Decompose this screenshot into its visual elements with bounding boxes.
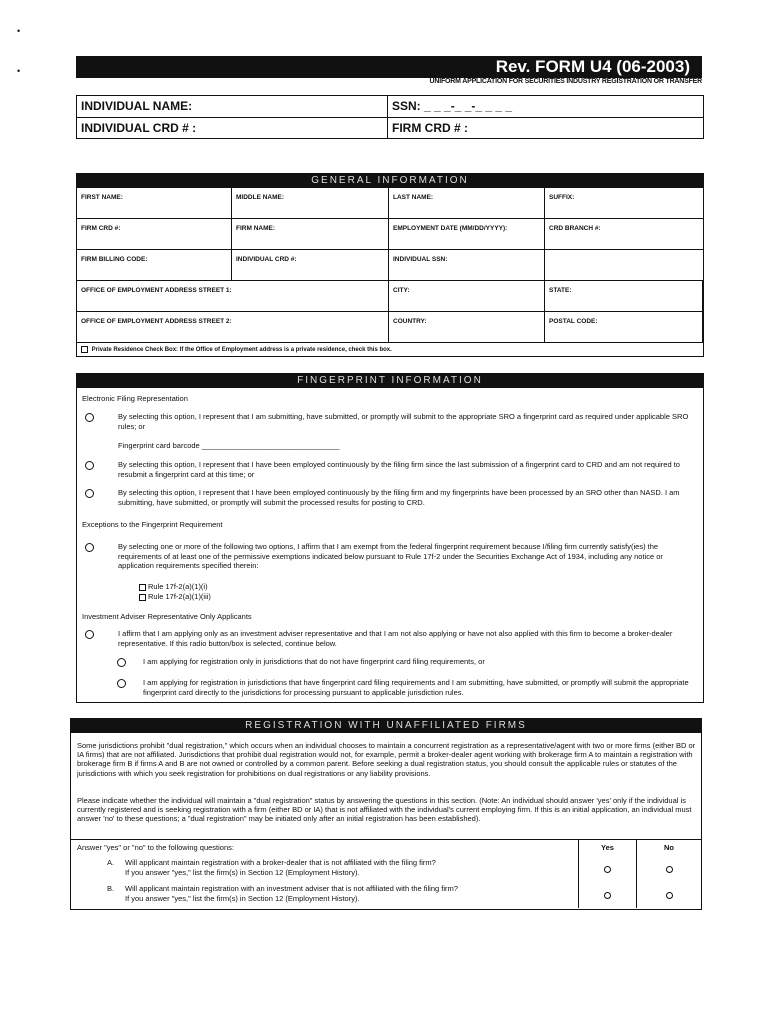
question-note: If you answer "yes," list the firm(s) in Section 12 (Employment History). <box>125 893 360 903</box>
individual-crd-field[interactable]: INDIVIDUAL CRD # : <box>81 121 197 135</box>
general-info-field[interactable]: FIRM BILLING CODE: <box>77 250 232 281</box>
fingerprint-option-1[interactable] <box>85 412 697 431</box>
general-info-field[interactable]: COUNTRY: <box>389 312 545 343</box>
dual-questions-table <box>71 839 701 908</box>
answer-prompt: Answer "yes" or "no" to the following questions: <box>71 840 579 856</box>
section-header: GENERAL INFORMATION <box>77 174 703 188</box>
radio-button[interactable] <box>85 413 94 422</box>
option-text: By selecting one or more of the following two options, I affirm that I am exempt from the federal fingerprint requirement because I/filing firm currently satisfy(ies) the requirements of at least one of the permissive exemptions indicated below pursuant to Rule 17f-2 under the Securities Exchange Act of 1934, including any notice or application requirements specified therein: <box>118 542 663 570</box>
question-a-yes[interactable] <box>579 856 637 882</box>
yes-column-header: Yes <box>579 840 637 856</box>
question-letter: A. <box>107 858 115 867</box>
question-b <box>71 882 579 908</box>
radio-button[interactable] <box>604 866 611 873</box>
dual-registration-section <box>70 718 702 910</box>
radio-button[interactable] <box>117 658 126 667</box>
dual-paragraph-1: Some jurisdictions prohibit "dual registration," which occurs when an individual chooses to maintain a concurrent registration as a representative/agent with two or more firms (either BD or IA firms) that are not affiliated. Jurisdictions that prohibit dual registration would not, for example, permit a broker-dealer agent working with brokerage firm A to maintain a registration with brokerage firm B if firms A and B are not owned or controlled by a common parent. Before seeking a dual registration status, you should consult the applicable rules or statutes of the jurisdictions with which you seek registration for prohibitions on dual registrations or any liability provisions. <box>77 741 696 778</box>
rule-option-1[interactable] <box>139 582 208 592</box>
no-column-header: No <box>664 843 674 852</box>
barcode-field[interactable]: Fingerprint card barcode _________________________________ <box>118 441 340 450</box>
option-text: By selecting this option, I represent that I have been employed continuously by the filing firm since the last submission of a fingerprint card to CRD and am not required to resubmit a fingerprint card at this time; or <box>118 460 680 479</box>
fingerprint-option-3[interactable] <box>85 488 697 507</box>
option-text: By selecting this option, I represent that I have been employed continuously by the filing firm and my fingerprints have been processed by an SRO other than NASD. I am submitting, have submitted, or promptly will submit the processed results for posting to CRD. <box>118 488 680 507</box>
general-info-field[interactable]: OFFICE OF EMPLOYMENT ADDRESS STREET 1: <box>77 281 389 312</box>
form-title-bar <box>76 56 702 78</box>
general-information-grid <box>77 188 703 343</box>
question-text-block <box>125 858 436 882</box>
general-info-field[interactable]: MIDDLE NAME: <box>232 188 389 219</box>
radio-button[interactable] <box>85 461 94 470</box>
firm-crd-field[interactable]: FIRM CRD # : <box>387 118 703 139</box>
section-header: FINGERPRINT INFORMATION <box>77 374 703 388</box>
margin-mark: • <box>17 26 21 36</box>
efr-heading: Electronic Filing Representation <box>82 394 188 403</box>
fingerprint-option-4[interactable] <box>85 542 697 571</box>
radio-button[interactable] <box>666 866 673 873</box>
fingerprint-option-5[interactable] <box>85 629 697 648</box>
general-info-field[interactable]: FIRM NAME: <box>232 219 389 250</box>
rule-checkbox[interactable] <box>139 584 146 591</box>
general-info-field[interactable]: CRD BRANCH #: <box>545 219 703 250</box>
private-residence-row <box>77 343 703 356</box>
form-title: Rev. FORM U4 (06-2003) <box>495 57 690 76</box>
individual-name-field[interactable]: INDIVIDUAL NAME: <box>81 99 193 113</box>
rule-label: Rule 17f-2(a)(1)(iii) <box>148 592 211 601</box>
identity-box <box>76 95 704 139</box>
rule-label: Rule 17f-2(a)(1)(i) <box>148 582 208 591</box>
radio-button[interactable] <box>85 543 94 552</box>
general-info-field[interactable]: POSTAL CODE: <box>545 312 703 343</box>
rule-option-2[interactable] <box>139 592 211 602</box>
fingerprint-option-2[interactable] <box>85 460 697 479</box>
dual-paragraph-2: Please indicate whether the individual will maintain a "dual registration" status by answering the questions in this section. (Note: An individual should answer 'yes' only if the individual is currently registered and is seeking registration with a firm (either BD or IA) that is not affiliated with the individual's current employing firm. If this is an initial application, an individual must answer 'no' to these questions; a "dual registration" may be initiated only after an initial registration has been established). <box>77 796 692 824</box>
question-b-no[interactable] <box>637 882 701 908</box>
fingerprint-information-section <box>76 373 704 703</box>
option-text: I affirm that I am applying only as an investment adviser representative and that I am not also applying or have not also applied with this firm to become a broker-dealer representative. If this radio button/box is selected, continue below. <box>118 629 673 648</box>
general-info-field[interactable] <box>545 250 703 281</box>
ia-sub-option-2[interactable] <box>117 678 697 697</box>
question-letter: B. <box>107 884 115 893</box>
question-text: Will applicant maintain registration with a broker-dealer that is not affiliated with the filing firm? <box>125 858 436 867</box>
radio-button[interactable] <box>666 892 673 899</box>
option-text: I am applying for registration only in jurisdictions that do not have fingerprint card filing requirements, or <box>143 657 485 666</box>
general-info-field[interactable]: FIRST NAME: <box>77 188 232 219</box>
question-text-block <box>125 884 458 908</box>
general-info-field[interactable]: LAST NAME: <box>389 188 545 219</box>
private-residence-label: Private Residence Check Box: If the Office of Employment address is a private residence, check this box. <box>91 347 392 354</box>
margin-mark: • <box>17 66 21 76</box>
question-a <box>71 856 579 882</box>
section-header: REGISTRATION WITH UNAFFILIATED FIRMS <box>71 719 701 733</box>
radio-button[interactable] <box>85 489 94 498</box>
ssn-field[interactable]: SSN: _ _ _-_ _-_ _ _ _ <box>387 96 703 117</box>
general-info-field[interactable]: FIRM CRD #: <box>77 219 232 250</box>
question-text: Will applicant maintain registration with an investment adviser that is not affiliated with the filing firm? <box>125 884 458 893</box>
question-a-no[interactable] <box>637 856 701 882</box>
general-info-field[interactable]: OFFICE OF EMPLOYMENT ADDRESS STREET 2: <box>77 312 389 343</box>
general-info-field[interactable]: INDIVIDUAL CRD #: <box>232 250 389 281</box>
general-info-field[interactable]: EMPLOYMENT DATE (MM/DD/YYYY): <box>389 219 545 250</box>
rule-checkbox[interactable] <box>139 594 146 601</box>
option-text: By selecting this option, I represent that I am submitting, have submitted, or promptly will submit to the appropriate SRO a fingerprint card as required under applicable SRO rules; or <box>118 412 689 431</box>
radio-button[interactable] <box>85 630 94 639</box>
ia-heading: Investment Adviser Representative Only Applicants <box>82 612 252 621</box>
form-subtitle: UNIFORM APPLICATION FOR SECURITIES INDUSTRY REGISTRATION OR TRANSFER <box>429 78 702 85</box>
general-info-field[interactable]: SUFFIX: <box>545 188 703 219</box>
option-text: I am applying for registration in jurisdictions that have fingerprint card filing requirements and I am submitting, have submitted, or promptly will submit the appropriate fingerprint card directly to the jurisdictions for processing pursuant to applicable jurisdiction rules. <box>143 678 689 697</box>
ia-sub-option-1[interactable] <box>117 657 697 667</box>
general-information-section <box>76 173 704 357</box>
radio-button[interactable] <box>117 679 126 688</box>
general-info-field[interactable]: STATE: <box>545 281 703 312</box>
question-b-yes[interactable] <box>579 882 637 908</box>
question-note: If you answer "yes," list the firm(s) in Section 12 (Employment History). <box>125 867 360 877</box>
general-info-field[interactable]: INDIVIDUAL SSN: <box>389 250 545 281</box>
radio-button[interactable] <box>604 892 611 899</box>
general-info-field[interactable]: CITY: <box>389 281 545 312</box>
private-residence-checkbox[interactable] <box>81 346 88 353</box>
exceptions-heading: Exceptions to the Fingerprint Requirement <box>82 520 223 529</box>
